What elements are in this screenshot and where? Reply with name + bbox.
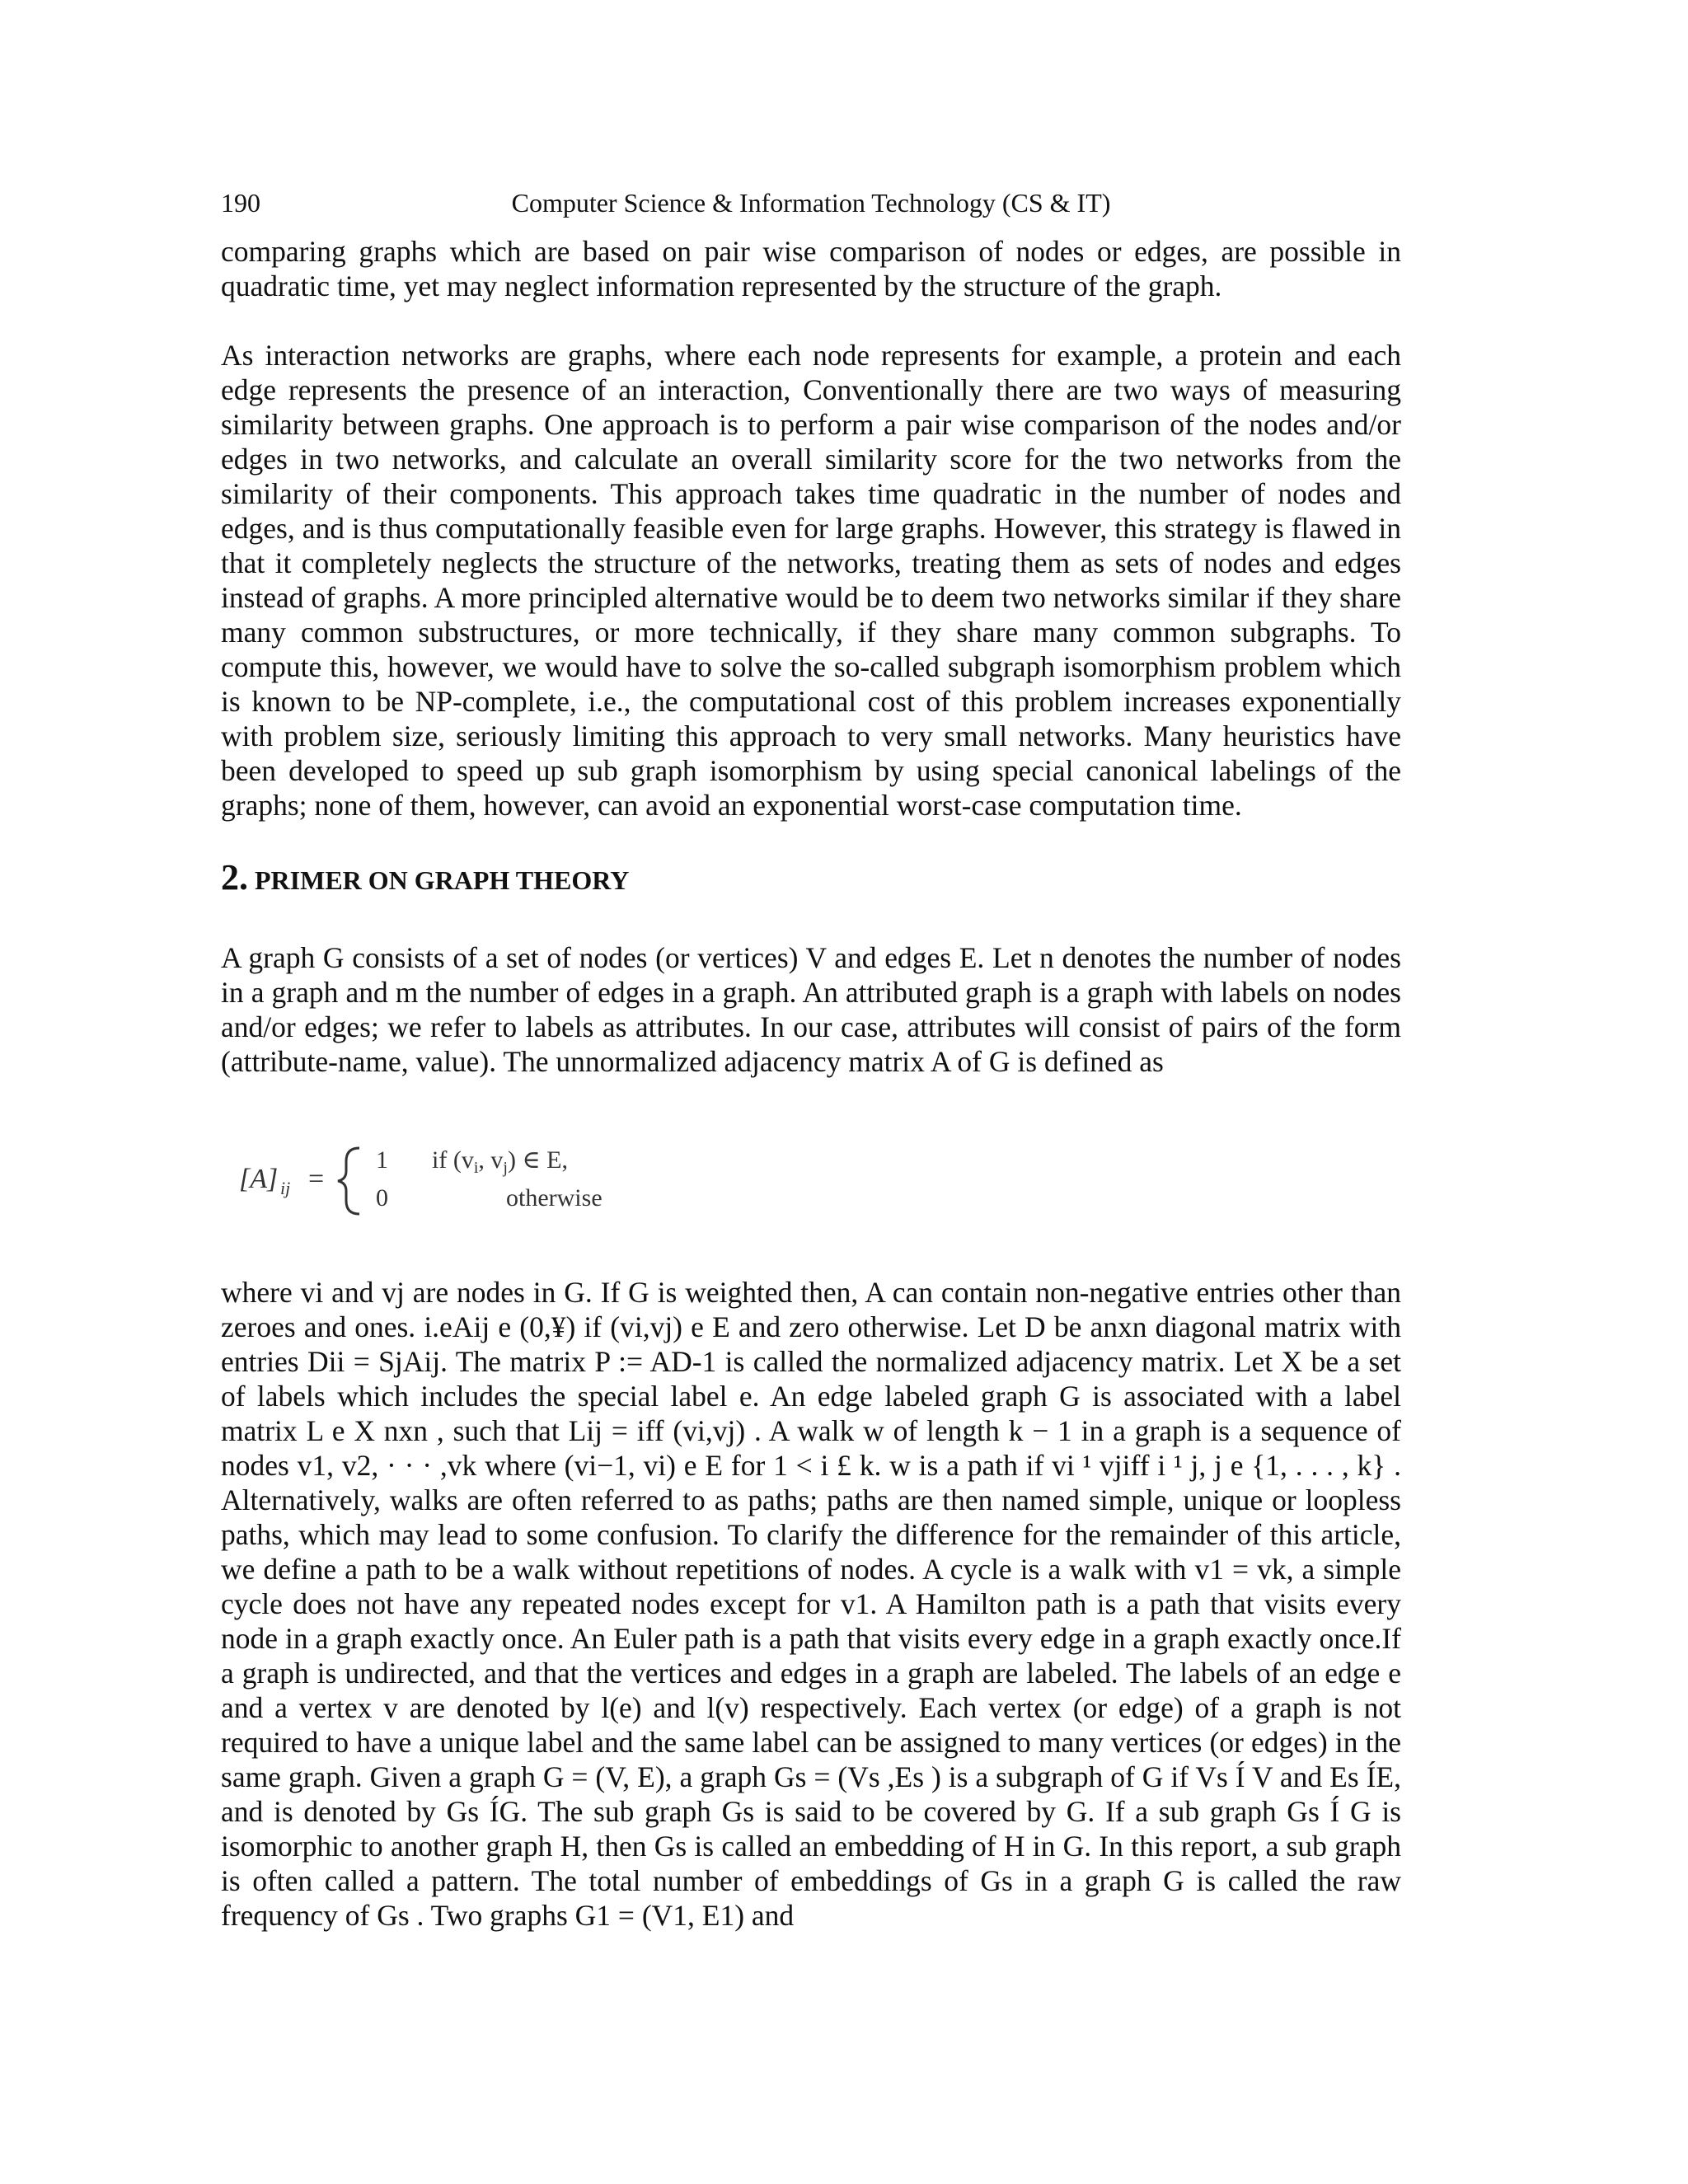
adjacency-equation-graphic bbox=[239, 1141, 701, 1216]
running-title: Computer Science & Information Technology (CS & IT) bbox=[511, 188, 1111, 218]
case1-cond: if (v bbox=[432, 1146, 474, 1174]
case2-cond: otherwise bbox=[506, 1184, 603, 1212]
section-heading bbox=[221, 852, 1401, 906]
page-number: 190 bbox=[221, 188, 260, 218]
case1-value: 1 bbox=[376, 1146, 388, 1174]
case1-sub-i: i bbox=[473, 1159, 479, 1177]
paragraph-interaction-networks: As interaction networks are graphs, where each node represents for example, a protein and each edge represents the presence of an interaction, Conventionally there are two ways of measuring similarity between graphs. One approach is to perform a pair wise comparison of the nodes and/or edges in two networks, and calculate an overall similarity score for the two networks from the similarity of their components. This approach takes time quadratic in the number of nodes and edges, and is thus computationally feasible even for large graphs. However, this strategy is flawed in that it completely neglects the structure of the networks, treating them as sets of nodes and edges instead of graphs. A more principled alternative would be to deem two networks similar if they share many common substructures, or more technically, if they share many common subgraphs. To compute this, however, we would have to solve the so-called subgraph isomorphism problem which is known to be NP-complete, i.e., the computational cost of this problem increases exponentially with problem size, seriously limiting this approach to very small networks. Many heuristics have been developed to speed up sub graph isomorphism by using special canonical labelings of the graphs; none of them, however, can avoid an exponential worst-case computation time. bbox=[221, 339, 1401, 822]
svg-text:if (vi, vj) ∈ E, bbox=[432, 1146, 568, 1177]
running-header bbox=[221, 185, 1401, 221]
case1-end: ) ∈ E, bbox=[507, 1146, 568, 1174]
case1-mid: , v bbox=[478, 1146, 504, 1174]
page-body bbox=[221, 234, 1401, 1933]
paragraph-gap bbox=[221, 303, 1401, 338]
equation-lhs: [A] bbox=[239, 1164, 279, 1194]
section-number: 2. bbox=[221, 857, 248, 898]
paragraph-graph-terms: where vi and vj are nodes in G. If G is weighted then, A can contain non-negative entries other than zeroes and ones. i.eAij e (0,¥) if (vi,vj) e E and zero otherwise. Let D be anxn diagonal matrix with entries Dii = SjAij. The matrix P := AD-1 is called the normalized adjacency matrix. Let X be a set of labels which includes the special label e. An edge labeled graph G is associated with a label matrix L e X nxn , such that Lij = iff (vi,vj) . A walk w of length k − 1 in a graph is a sequence of nodes v1, v2, · · · ,vk where (vi−1, vi) e E for 1 < i £ k. w is a path if vi ¹ vjiff i ¹ j, j e {1, . . . , k} . Alternatively, walks are often referred to as paths; paths are then named simple, unique or loopless paths, which may lead to some confusion. To clarify the difference for the remainder of this article, we define a path to be a walk without repetitions of nodes. A cycle is a walk with v1 = vk, a simple cycle does not have any repeated nodes except for v1. A Hamilton path is a path that visits every node in a graph exactly once. An Euler path is a path that visits every edge in a graph exactly once.If a graph is undirected, and that the vertices and edges in a graph are labeled. The labels of an edge e and a vertex v are denoted by l(e) and l(v) respectively. Each vertex (or edge) of a graph is not required to have a unique label and the same label can be assigned to many vertices (or edges) in the same graph. Given a graph G = (V, E), a graph Gs = (Vs ,Es ) is a subgraph of G if Vs Í V and Es ÍE, and is denoted by Gs ÍG. The sub graph Gs is said to be covered by G. If a sub graph Gs Í G is isomorphic to another graph H, then Gs is called an embedding of H in G. In this report, a sub graph is often called a pattern. The total number of embeddings of Gs in a graph G is called the raw frequency of Gs . Two graphs G1 = (V1, E1) and bbox=[221, 1276, 1401, 1932]
equation-lhs-subscript: ij bbox=[280, 1178, 291, 1198]
equation-equals: = bbox=[308, 1164, 325, 1194]
adjacency-equation bbox=[239, 1141, 1401, 1216]
paragraph-gap bbox=[221, 906, 1401, 940]
case1-sub-j: j bbox=[503, 1159, 508, 1177]
case2-value: 0 bbox=[376, 1184, 388, 1212]
left-brace-icon bbox=[338, 1148, 359, 1214]
section-title: PRIMER ON GRAPH THEORY bbox=[255, 865, 630, 895]
paragraph-graph-definition: A graph G consists of a set of nodes (or vertices) V and edges E. Let n denotes the number of nodes in a graph and m the number of edges in a graph. An attributed graph is a graph with labels on nodes and/or edges; we refer to labels as attributes. In our case, attributes will consist of pairs of the form (attribute-name, value). The unnormalized adjacency matrix A of G is defined as bbox=[221, 941, 1401, 1078]
paragraph-continuation: comparing graphs which are based on pair wise comparison of nodes or edges, are possible in quadratic time, yet may neglect information represented by the structure of the graph. bbox=[221, 235, 1401, 302]
